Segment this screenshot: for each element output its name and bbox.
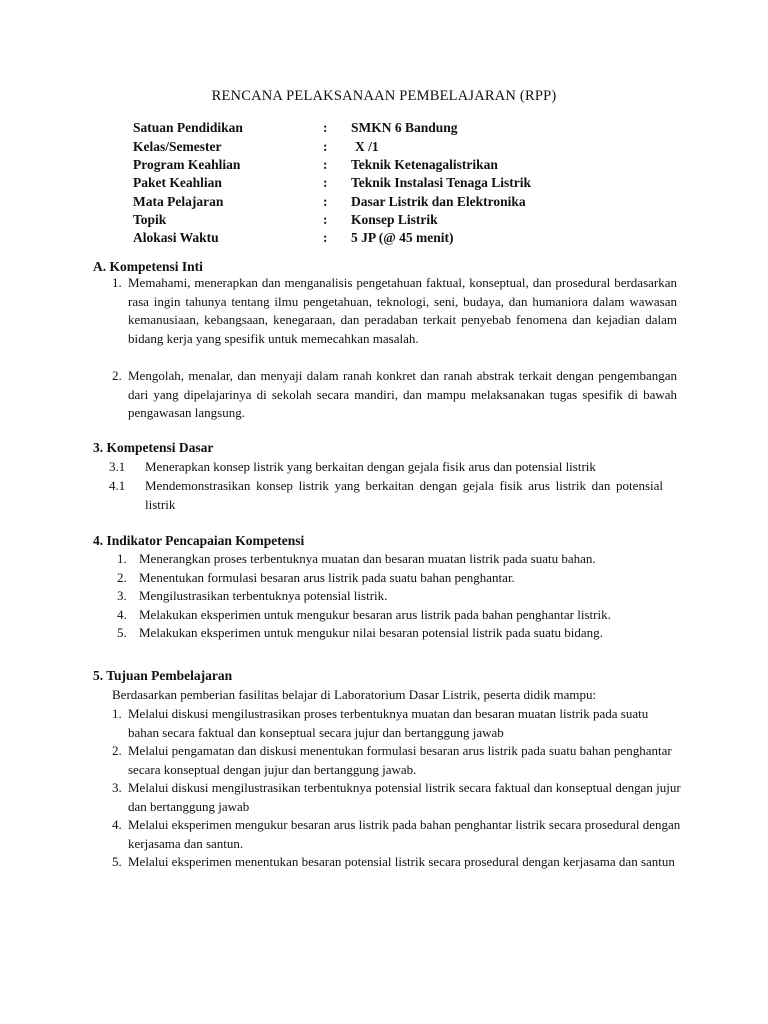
- identity-label: Paket Keahlian: [133, 175, 222, 190]
- identity-value: X /1: [355, 139, 379, 154]
- list-text: Mendemonstrasikan konsep listrik yang berkaitan dengan gejala fisik arus listrik dan potensial listrik: [145, 478, 663, 512]
- identity-label: Program Keahlian: [133, 157, 241, 172]
- list-item: [112, 779, 682, 816]
- list-item: [112, 274, 677, 348]
- list-text: Melalui diskusi mengilustrasikan terbentuknya potensial listrik secara faktual dan konseptual dengan jujur dan bertanggung jawab: [128, 780, 681, 814]
- list-text: Melalui eksperimen menentukan besaran potensial listrik secara prosedural dengan kerjasama dan santun: [128, 854, 675, 869]
- list-number: 5.: [117, 625, 127, 640]
- identity-label: Mata Pelajaran: [133, 194, 224, 209]
- section-heading-indikator: 4. Indikator Pencapaian Kompetensi: [93, 533, 305, 548]
- list-item: [117, 550, 677, 569]
- list-text: Menentukan formulasi besaran arus listrik pada suatu bahan penghantar.: [139, 570, 515, 585]
- identity-colon: :: [323, 139, 328, 154]
- list-number: 4.: [112, 817, 122, 832]
- identity-colon: :: [323, 120, 328, 135]
- list-number: 3.: [117, 588, 127, 603]
- list-item: [109, 458, 663, 477]
- list-text: Menerangkan proses terbentuknya muatan dan besaran muatan listrik pada suatu bahan.: [139, 551, 596, 566]
- list-item: [112, 367, 677, 423]
- list-item: [117, 587, 677, 606]
- identity-colon: :: [323, 230, 328, 245]
- list-item: [112, 705, 682, 742]
- list-number: 3.1: [109, 459, 126, 474]
- list-item: [112, 742, 682, 779]
- list-item: [109, 477, 663, 514]
- section-heading-kompetensi-inti: A. Kompetensi Inti: [93, 259, 203, 274]
- identity-colon: :: [323, 175, 328, 190]
- list-number: 5.: [112, 854, 122, 869]
- identity-colon: :: [323, 194, 328, 209]
- list-number: 1.: [112, 706, 122, 721]
- list-number: 2.: [112, 368, 122, 383]
- list-text: Melalui pengamatan dan diskusi menentukan formulasi besaran arus listrik pada suatu bahan penghantar secara konseptual dengan jujur dan bertanggung jawab.: [128, 743, 672, 777]
- list-text: Melalui diskusi mengilustrasikan proses terbentuknya muatan dan besaran muatan listrik pada suatu bahan secara faktual dan konseptual secara jujur dan bertanggung jawab: [128, 706, 649, 740]
- list-text: Melakukan eksperimen untuk mengukur nilai besaran potensial listrik pada suatu bidang.: [139, 625, 603, 640]
- identity-value: Teknik Ketenagalistrikan: [351, 157, 498, 172]
- list-text: Menerapkan konsep listrik yang berkaitan dengan gejala fisik arus dan potensial listrik: [145, 459, 596, 474]
- list-item: [112, 816, 682, 853]
- list-number: 4.: [117, 607, 127, 622]
- tujuan-intro: Berdasarkan pemberian fasilitas belajar di Laboratorium Dasar Listrik, peserta didik mampu:: [112, 687, 597, 702]
- list-item: [117, 569, 677, 588]
- list-number: 2.: [117, 570, 127, 585]
- identity-colon: :: [323, 157, 328, 172]
- section-heading-tujuan: 5. Tujuan Pembelajaran: [93, 668, 233, 683]
- list-number: 1.: [112, 275, 122, 290]
- identity-value: Konsep Listrik: [351, 212, 438, 227]
- list-number: 2.: [112, 743, 122, 758]
- identity-value: SMKN 6 Bandung: [351, 120, 458, 135]
- list-text: Mengilustrasikan terbentuknya potensial listrik.: [139, 588, 388, 603]
- identity-value: Dasar Listrik dan Elektronika: [351, 194, 526, 209]
- identity-label: Kelas/Semester: [133, 139, 222, 154]
- identity-colon: :: [323, 212, 328, 227]
- list-text: Mengolah, menalar, dan menyaji dalam ranah konkret dan ranah abstrak terkait dengan pengembangan dari yang dipelajarinya di sekolah secara mandiri, dan mampu melaksanakan tugas spesifik di bawah pengawasan langsung.: [128, 368, 677, 420]
- identity-label: Topik: [133, 212, 167, 227]
- identity-value: Teknik Instalasi Tenaga Listrik: [351, 175, 531, 190]
- identity-value: 5 JP (@ 45 menit): [351, 230, 454, 245]
- list-number: 3.: [112, 780, 122, 795]
- list-text: Melalui eksperimen mengukur besaran arus listrik pada bahan penghantar listrik secara prosedural dengan kerjasama dan santun.: [128, 817, 681, 851]
- list-item: [117, 624, 677, 643]
- identity-label: Alokasi Waktu: [133, 230, 219, 245]
- list-number: 1.: [117, 551, 127, 566]
- identity-label: Satuan Pendidikan: [133, 120, 243, 135]
- document-title: RENCANA PELAKSANAAN PEMBELAJARAN (RPP): [211, 88, 557, 104]
- list-text: Melakukan eksperimen untuk mengukur besaran arus listrik pada bahan penghantar listrik.: [139, 607, 611, 622]
- section-heading-kompetensi-dasar: 3. Kompetensi Dasar: [93, 440, 214, 455]
- list-text: Memahami, menerapkan dan menganalisis pengetahuan faktual, konseptual, dan prosedural berdasarkan rasa ingin tahunya tentang ilmu pengetahuan, teknologi, seni, budaya, dan humaniora dalam wawasan kemanusiaan, kebangsaan, kenegaraan, dan peradaban terkait penyebab fenomena dan kejadian dalam bidang kerja yang spesifik untuk memecahkan masalah.: [128, 275, 677, 346]
- list-number: 4.1: [109, 478, 126, 493]
- list-item: [117, 606, 677, 625]
- list-item: [112, 853, 682, 872]
